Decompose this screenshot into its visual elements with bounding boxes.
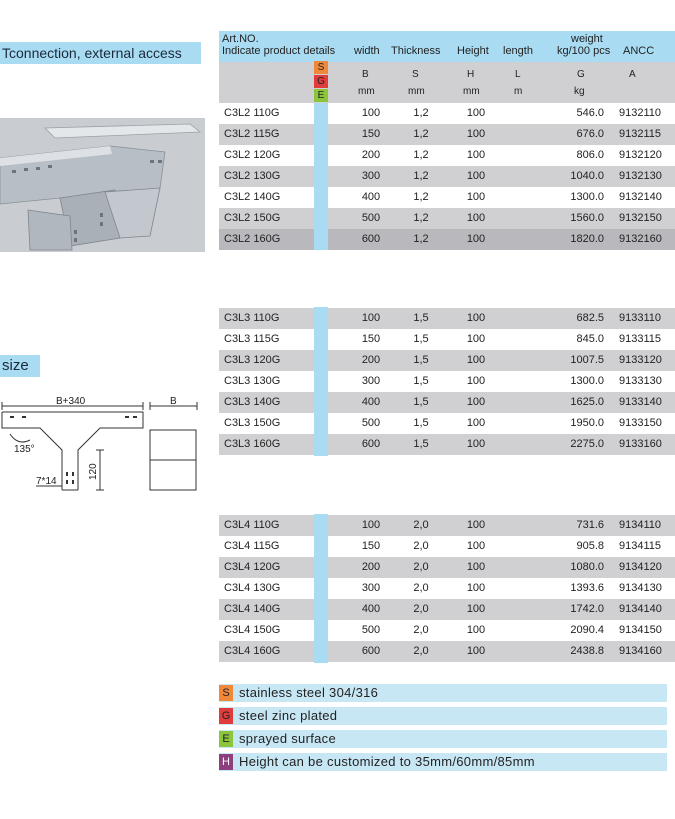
symbol-h: H: [467, 69, 475, 80]
section-label-size: size: [0, 355, 40, 377]
thickness-cell: 1,5: [413, 438, 429, 450]
symbol-a: A: [629, 69, 636, 80]
art-no-cell: C3L4 160G: [224, 645, 281, 657]
art-no-cell: C3L2 130G: [224, 170, 281, 182]
legend-e-badge: E: [219, 731, 233, 747]
art-no-cell: C3L3 130G: [224, 375, 281, 387]
width-cell: 400: [361, 396, 381, 408]
header-width: width: [354, 45, 380, 57]
width-cell: 400: [361, 191, 381, 203]
symbol-s: S: [412, 69, 419, 80]
width-cell: 300: [361, 170, 381, 182]
header-indicate: Indicate product details: [222, 45, 336, 57]
art-no-cell: C3L3 115G: [224, 333, 280, 345]
ancc-cell: 9132130: [619, 170, 662, 182]
height-cell: 100: [466, 603, 486, 615]
weight-cell: 2438.8: [570, 645, 604, 657]
height-cell: 100: [466, 645, 486, 657]
height-cell: 100: [466, 540, 486, 552]
height-cell: 100: [466, 417, 486, 429]
ancc-cell: 9133160: [619, 438, 662, 450]
table-row: [219, 208, 675, 229]
header-thickness: Thickness: [391, 45, 441, 57]
header-ancc: ANCC: [623, 45, 655, 57]
width-cell: 400: [361, 603, 381, 615]
unit-width: mm: [358, 86, 375, 97]
width-cell: 150: [361, 333, 381, 345]
dimension-drawing: [0, 390, 210, 500]
width-cell: 500: [361, 624, 381, 636]
height-cell: 100: [466, 170, 486, 182]
weight-cell: 1007.5: [570, 354, 604, 366]
unit-height: mm: [463, 86, 480, 97]
thickness-cell: 1,2: [413, 233, 429, 245]
table-row: [219, 329, 675, 350]
table-row: [219, 557, 675, 578]
unit-length: m: [514, 86, 523, 97]
width-cell: 300: [361, 375, 381, 387]
weight-cell: 1393.6: [570, 582, 604, 594]
thickness-cell: 2,0: [413, 561, 429, 573]
table-row: [219, 536, 675, 557]
ancc-cell: 9132140: [619, 191, 662, 203]
height-cell: 100: [466, 375, 486, 387]
weight-cell: 1625.0: [570, 396, 604, 408]
ancc-cell: 9134160: [619, 645, 662, 657]
thickness-cell: 2,0: [413, 519, 429, 531]
thickness-cell: 1,5: [413, 333, 429, 345]
width-cell: 150: [361, 540, 381, 552]
width-cell: 600: [361, 233, 381, 245]
thickness-cell: 1,2: [413, 128, 429, 140]
ancc-cell: 9133120: [619, 354, 662, 366]
ancc-cell: 9134120: [619, 561, 662, 573]
table-row: [219, 641, 675, 662]
ancc-cell: 9132120: [619, 149, 662, 161]
weight-cell: 1560.0: [570, 212, 604, 224]
width-cell: 600: [361, 645, 381, 657]
art-no-cell: C3L2 110G: [224, 107, 280, 119]
width-cell: 300: [361, 582, 381, 594]
table-row: [219, 229, 675, 250]
art-no-cell: C3L4 130G: [224, 582, 281, 594]
unit-weight: kg: [574, 86, 585, 97]
thickness-cell: 1,5: [413, 375, 429, 387]
table-row: [219, 515, 675, 536]
legend-h-text: Height can be customized to 35mm/60mm/85mm: [239, 754, 535, 769]
weight-cell: 806.0: [576, 149, 604, 161]
thickness-cell: 1,2: [413, 107, 429, 119]
symbol-b: B: [362, 69, 369, 80]
width-cell: 500: [361, 417, 381, 429]
art-no-cell: C3L3 140G: [224, 396, 281, 408]
table-row: [219, 187, 675, 208]
header-height: Height: [457, 45, 489, 57]
ancc-cell: 9133150: [619, 417, 662, 429]
width-cell: 100: [361, 519, 381, 531]
thickness-cell: 1,2: [413, 170, 429, 182]
table-row: [219, 434, 675, 455]
dim-b340-label: B+340: [56, 396, 86, 407]
header-weight-unit: kg/100 pcs: [557, 45, 611, 57]
ancc-cell: 9132115: [619, 128, 662, 140]
thickness-cell: 1,2: [413, 149, 429, 161]
height-cell: 100: [466, 333, 486, 345]
table-row: [219, 166, 675, 187]
art-no-cell: C3L2 115G: [224, 128, 280, 140]
art-no-cell: C3L2 120G: [224, 149, 281, 161]
width-cell: 200: [361, 149, 381, 161]
thickness-cell: 1,5: [413, 396, 429, 408]
ancc-cell: 9134115: [619, 540, 662, 552]
table-row: [219, 413, 675, 434]
height-cell: 100: [466, 561, 486, 573]
weight-cell: 2275.0: [570, 438, 604, 450]
thickness-cell: 2,0: [413, 624, 429, 636]
sge-g-badge: G: [314, 75, 328, 88]
height-dim-label: 120: [88, 463, 99, 480]
art-no-cell: C3L3 160G: [224, 438, 281, 450]
table-row: [219, 145, 675, 166]
width-cell: 200: [361, 354, 381, 366]
legend-item-g: [219, 707, 667, 725]
height-cell: 100: [466, 212, 486, 224]
section-label-tconnection: Tconnection, external access: [0, 42, 201, 64]
ancc-cell: 9132110: [619, 107, 662, 119]
thickness-cell: 1,2: [413, 191, 429, 203]
legend-g-badge: G: [219, 708, 233, 724]
width-cell: 200: [361, 561, 381, 573]
weight-cell: 2090.4: [570, 624, 604, 636]
symbol-g: G: [577, 69, 585, 80]
art-no-cell: C3L4 120G: [224, 561, 281, 573]
height-cell: 100: [466, 191, 486, 203]
height-cell: 100: [466, 519, 486, 531]
art-no-cell: C3L3 110G: [224, 312, 280, 324]
table-row: [219, 578, 675, 599]
weight-cell: 731.6: [576, 519, 604, 531]
height-cell: 100: [466, 438, 486, 450]
sge-s-badge: S: [314, 61, 328, 74]
ancc-cell: 9132150: [619, 212, 662, 224]
weight-cell: 1950.0: [570, 417, 604, 429]
legend-s-text: stainless steel 304/316: [239, 685, 379, 700]
stripe-column: [314, 307, 328, 456]
height-cell: 100: [466, 582, 486, 594]
table-row: [219, 392, 675, 413]
art-no-cell: C3L3 120G: [224, 354, 281, 366]
table-row: [219, 308, 675, 329]
header-art-no: Art.NO.: [222, 33, 259, 45]
width-cell: 100: [361, 312, 381, 324]
height-cell: 100: [466, 233, 486, 245]
header-length: length: [503, 45, 533, 57]
legend-s-badge: S: [219, 685, 233, 701]
thickness-cell: 1,5: [413, 354, 429, 366]
legend-item-h: [219, 753, 667, 771]
ancc-cell: 9132160: [619, 233, 662, 245]
legend-h-badge: H: [219, 754, 233, 770]
weight-cell: 1300.0: [570, 375, 604, 387]
unit-thickness: mm: [408, 86, 425, 97]
weight-cell: 546.0: [576, 107, 604, 119]
ancc-cell: 9134150: [619, 624, 662, 636]
ancc-cell: 9134140: [619, 603, 662, 615]
thickness-cell: 1,5: [413, 312, 429, 324]
legend-item-s: [219, 684, 667, 702]
legend-item-e: [219, 730, 667, 748]
weight-cell: 1300.0: [570, 191, 604, 203]
thickness-cell: 2,0: [413, 582, 429, 594]
weight-cell: 1742.0: [570, 603, 604, 615]
height-cell: 100: [466, 354, 486, 366]
ancc-cell: 9133140: [619, 396, 662, 408]
width-cell: 500: [361, 212, 381, 224]
stripe-column: [314, 514, 328, 663]
thickness-cell: 1,2: [413, 212, 429, 224]
weight-cell: 1040.0: [570, 170, 604, 182]
product-photo: [0, 118, 205, 252]
art-no-cell: C3L4 150G: [224, 624, 281, 636]
table-row: [219, 620, 675, 641]
art-no-cell: C3L4 115G: [224, 540, 280, 552]
stripe-column: [314, 103, 328, 250]
legend-g-text: steel zinc plated: [239, 708, 338, 723]
dim-b-label: B: [170, 396, 177, 407]
ancc-cell: 9133110: [619, 312, 662, 324]
width-cell: 150: [361, 128, 381, 140]
height-cell: 100: [466, 149, 486, 161]
thickness-cell: 2,0: [413, 603, 429, 615]
angle-label: 135°: [14, 444, 35, 455]
ancc-cell: 9133130: [619, 375, 662, 387]
art-no-cell: C3L3 150G: [224, 417, 281, 429]
table-row: [219, 350, 675, 371]
weight-cell: 905.8: [576, 540, 604, 552]
width-cell: 100: [361, 107, 381, 119]
weight-cell: 1820.0: [570, 233, 604, 245]
table-row: [219, 124, 675, 145]
table-row: [219, 599, 675, 620]
symbol-l: L: [515, 69, 521, 80]
weight-cell: 676.0: [576, 128, 604, 140]
art-no-cell: C3L2 140G: [224, 191, 281, 203]
art-no-cell: C3L2 160G: [224, 233, 281, 245]
ancc-cell: 9133115: [619, 333, 662, 345]
header-weight: weight: [571, 33, 603, 45]
height-cell: 100: [466, 128, 486, 140]
art-no-cell: C3L4 110G: [224, 519, 280, 531]
thickness-cell: 1,5: [413, 417, 429, 429]
weight-cell: 1080.0: [570, 561, 604, 573]
thickness-cell: 2,0: [413, 645, 429, 657]
table-row: [219, 371, 675, 392]
art-no-cell: C3L2 150G: [224, 212, 281, 224]
ancc-cell: 9134130: [619, 582, 662, 594]
weight-cell: 682.5: [576, 312, 604, 324]
table-row: [219, 103, 675, 124]
thickness-cell: 2,0: [413, 540, 429, 552]
sge-e-badge: E: [314, 89, 328, 102]
height-cell: 100: [466, 624, 486, 636]
legend-e-text: sprayed surface: [239, 731, 336, 746]
ancc-cell: 9134110: [619, 519, 662, 531]
table-header: [219, 31, 675, 62]
slot-label: 7*14: [36, 476, 57, 487]
height-cell: 100: [466, 312, 486, 324]
weight-cell: 845.0: [576, 333, 604, 345]
table-subheader: [219, 62, 675, 103]
height-cell: 100: [466, 107, 486, 119]
height-cell: 100: [466, 396, 486, 408]
art-no-cell: C3L4 140G: [224, 603, 281, 615]
width-cell: 600: [361, 438, 381, 450]
